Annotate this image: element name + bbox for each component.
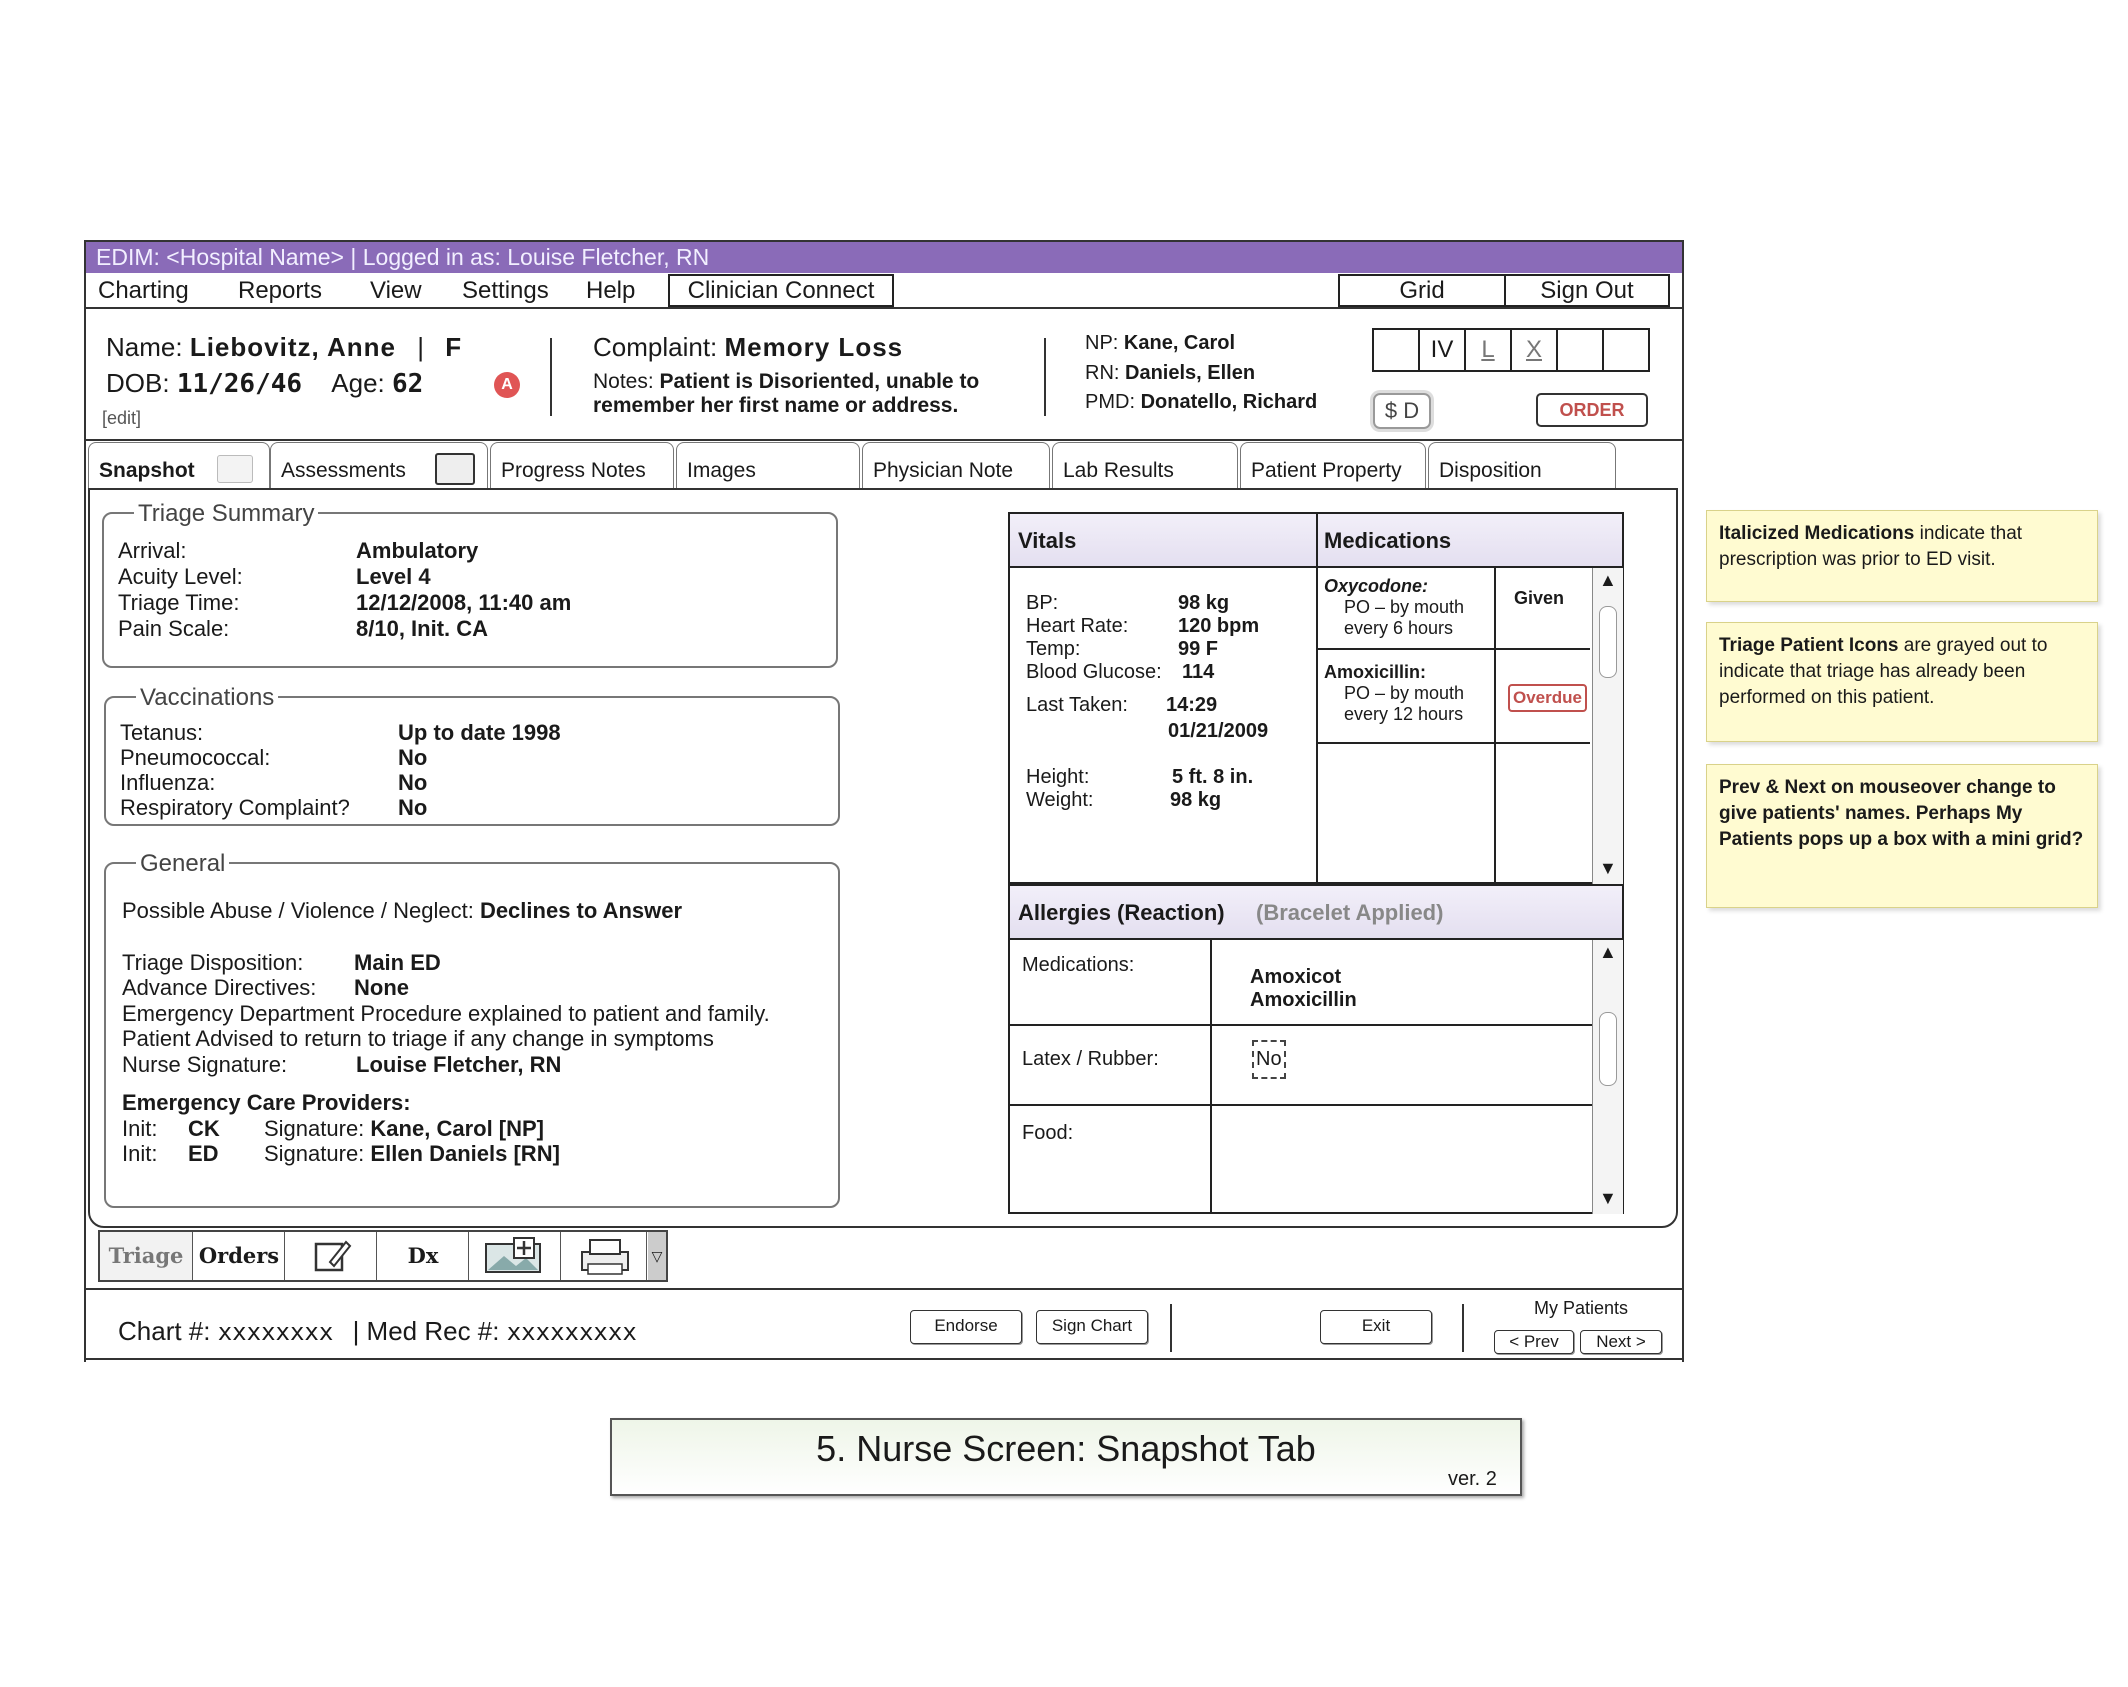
provider-init: CK [188,1116,220,1141]
chart-icon [217,455,253,483]
complaint-value: Memory Loss [724,332,904,362]
notes-line-2: remember her first name or address. [593,394,959,417]
window-left-border [84,1230,86,1362]
general-title: General [136,850,229,878]
grid-line [1316,514,1318,884]
allergies-grid [1008,884,1624,1214]
pain-scale-value: 8/10, Init. CA [356,616,489,641]
allergy-medications-label: Medications: [1022,954,1135,976]
provider-signature: Kane, Carol [NP] [370,1116,545,1141]
menu-settings[interactable]: Settings [462,277,549,304]
nurse-signature-value: Louise Fletcher, RN [356,1052,562,1077]
tab-lab-results-label: Lab Results [1063,459,1174,482]
prev-patient-button[interactable]: < Prev [1494,1330,1574,1354]
pneumococcal-label: Pneumococcal: [120,745,271,770]
pmd-row [1085,391,1317,414]
influenza-value: No [398,770,428,795]
general-panel [104,850,840,1208]
arrival-value: Ambulatory [356,538,479,563]
next-patient-button[interactable]: Next > [1580,1330,1662,1354]
edit-note-icon [286,1232,376,1280]
vitals-title: Vitals [1018,528,1077,553]
scroll-up-icon[interactable]: ▲ [1599,570,1617,590]
vitals-medications-grid [1008,512,1624,884]
dob-label: DOB: [106,368,170,398]
rn-row [1085,362,1255,385]
sign-chart-button[interactable]: Sign Chart [1036,1310,1148,1344]
rn-value: Daniels, Ellen [1125,362,1256,384]
tab-progress-notes[interactable] [490,442,674,488]
procedure-line: Emergency Department Procedure explained to patient and family. [122,1001,770,1026]
allergies-scrollbar[interactable] [1592,940,1623,1214]
respiratory-label: Respiratory Complaint? [120,795,350,820]
patient-dob-row [106,368,423,399]
order-button[interactable]: ORDER [1536,393,1648,427]
triage-time-label: Triage Time: [118,590,240,615]
tab-snapshot-label: Snapshot [99,459,195,482]
dx-button[interactable]: Dx [378,1232,469,1280]
allergy-value: Amoxicot [1250,966,1342,988]
age-label: Age: [331,368,385,398]
provider-signature-label: Signature: [264,1116,365,1141]
triage-icon-strip [1372,328,1650,372]
orders-button[interactable]: Orders [194,1232,285,1280]
tab-images-label: Images [687,459,756,482]
pneumococcal-value: No [398,745,428,770]
acuity-label: Acuity Level: [118,564,243,589]
pmd-label: PMD: [1085,391,1135,413]
triage-time-value: 12/12/2008, 11:40 am [356,590,572,615]
allergy-latex-label: Latex / Rubber: [1022,1048,1159,1070]
grid-line [1318,742,1590,744]
tab-lab-results[interactable] [1052,442,1238,488]
payment-icon[interactable]: $ D [1373,393,1431,429]
exit-button[interactable]: Exit [1320,1310,1432,1344]
bottom-toolbar [98,1230,668,1282]
tab-patient-property-label: Patient Property [1251,459,1402,482]
tetanus-label: Tetanus: [120,720,204,745]
add-image-button[interactable] [470,1232,561,1280]
advance-directives-label: Advance Directives: [122,975,317,1000]
medication-frequency: every 12 hours [1344,704,1464,724]
note-italicized-medications [1706,510,2098,602]
medication-route: PO – by mouth [1344,597,1465,617]
iv-icon[interactable]: IV [1430,336,1454,363]
np-label: NP: [1085,332,1119,354]
influenza-label: Influenza: [120,770,216,795]
provider-init-label: Init: [122,1141,158,1166]
grid-line [1010,1104,1592,1106]
glucose-value: 114 [1182,661,1215,683]
menu-reports[interactable]: Reports [238,277,323,304]
temp-value: 99 F [1178,638,1219,660]
endorse-button[interactable]: Endorse [910,1310,1022,1344]
clinician-connect-button[interactable]: Clinician Connect [668,274,894,307]
tab-images[interactable] [676,442,860,488]
complaint-label: Complaint: [593,332,718,362]
footer-divider [1170,1304,1172,1352]
allergy-alert-icon[interactable]: A [494,372,520,398]
scroll-down-icon[interactable]: ▼ [1599,1188,1617,1208]
last-taken-date: 01/21/2009 [1168,720,1269,742]
pmd-value: Donatello, Richard [1140,391,1318,413]
tab-snapshot[interactable] [88,442,270,488]
header-divider [550,338,552,416]
nurse-signature-label: Nurse Signature: [122,1052,288,1077]
weight-value: 98 kg [1170,789,1222,811]
tab-physician-note[interactable] [862,442,1050,488]
window-right-border [1682,1230,1684,1362]
notes-line-1: Patient is Disoriented, unable to [659,370,980,393]
title-bar: EDIM: <Hospital Name> | Logged in as: Louise Fletcher, RN [86,242,1682,273]
tab-assessments[interactable] [270,442,488,488]
tab-progress-notes-label: Progress Notes [501,459,646,482]
medrec-label: | Med Rec #: [352,1316,500,1346]
triage-summary-title: Triage Summary [134,500,318,528]
allergy-latex-value[interactable]: No [1252,1040,1286,1079]
heart-rate-value: 120 bpm [1178,615,1260,637]
grid-button[interactable]: Grid [1338,274,1506,307]
tab-assessments-label: Assessments [281,459,406,482]
tab-patient-property[interactable] [1240,442,1426,488]
acuity-value: Level 4 [356,564,431,589]
scroll-thumb[interactable] [1599,1012,1617,1086]
medication-frequency: every 6 hours [1344,618,1454,638]
weight-label: Weight: [1026,789,1094,811]
add-image-icon [470,1232,560,1280]
grid-line [1210,940,1212,1214]
vaccinations-title: Vaccinations [136,684,278,712]
last-taken-label: Last Taken: [1026,694,1128,716]
icon-divider [1556,330,1558,370]
allergy-food-label: Food: [1022,1122,1074,1144]
glucose-label: Blood Glucose: [1026,661,1162,683]
medication-status-overdue[interactable]: Overdue [1508,684,1587,712]
arrival-label: Arrival: [118,538,187,563]
bp-value: 98 kg [1178,592,1230,614]
provider-signature: Ellen Daniels [RN] [370,1141,560,1166]
tab-physician-note-label: Physician Note [873,459,1014,482]
providers-title: Emergency Care Providers: [122,1090,411,1115]
medication-status-given: Given [1514,588,1565,608]
scroll-thumb[interactable] [1599,606,1617,678]
medrec-number: xxxxxxxxx [506,1318,637,1346]
provider-init: ED [188,1141,219,1166]
name-label: Name: [106,332,183,362]
grid-line [1494,568,1496,884]
patient-name-row [106,332,461,363]
note-1-text: indicate that prescription was prior to ED visit. [1719,523,2023,570]
icon-divider [1602,330,1604,370]
respiratory-value: No [398,795,428,820]
patient-name: Liebovitz, Anne [189,332,396,362]
temp-label: Temp: [1026,638,1081,660]
height-value: 5 ft. 8 in. [1172,766,1254,788]
notes-label: Notes: [593,370,654,393]
chart-label: Chart #: [118,1316,211,1346]
bracelet-applied: (Bracelet Applied) [1256,900,1444,925]
note-triage-icons [1706,622,2098,742]
disposition-value: Main ED [354,950,441,975]
menu-charting[interactable]: Charting [98,277,189,304]
medications-scrollbar[interactable] [1592,568,1623,884]
pain-scale-label: Pain Scale: [118,616,230,641]
patient-age: 62 [392,369,424,399]
advised-line: Patient Advised to return to triage if any change in symptoms [122,1026,714,1051]
medication-name: Amoxicillin: [1324,662,1427,682]
note-2-text: are grayed out to indicate that triage has already been performed on this patient. [1719,635,2048,708]
provider-signature-label: Signature: [264,1141,365,1166]
sign-out-button[interactable]: Sign Out [1504,274,1670,307]
menu-view[interactable]: View [370,277,422,304]
edit-form-icon [435,453,475,485]
triage-button[interactable]: Triage [100,1232,193,1280]
last-taken-time: 14:29 [1166,694,1218,716]
disposition-label: Triage Disposition: [122,950,304,975]
footer-divider [1462,1304,1464,1352]
vaccinations-panel [104,684,840,826]
medication-name: Oxycodone: [1324,576,1429,596]
note-1-bold: Italicized Medications [1719,523,1915,544]
xray-icon[interactable]: X [1525,336,1542,363]
tab-disposition[interactable] [1428,442,1616,488]
patient-dob: 11/26/46 [176,369,303,399]
medication-route: PO – by mouth [1344,683,1465,703]
advance-directives-value: None [354,975,409,1000]
caption-version: ver. 2 [1448,1468,1497,1490]
complaint-row [593,332,903,363]
sex-separator: | [417,332,424,362]
tab-disposition-label: Disposition [1439,459,1542,482]
notes-row [593,370,979,394]
footer-top-border [84,1288,1684,1290]
grid-line [1010,938,1622,940]
caption-title: 5. Nurse Screen: Snapshot Tab [816,1428,1316,1469]
scroll-down-icon[interactable]: ▼ [1599,858,1617,878]
printer-icon [562,1232,646,1280]
patient-sex: F [445,332,462,362]
lab-icon[interactable]: L [1481,336,1495,363]
note-button[interactable] [286,1232,377,1280]
bp-label: BP: [1026,592,1059,614]
chart-number: xxxxxxxx [217,1318,334,1346]
header-bottom-border [84,439,1684,441]
np-row [1085,332,1235,355]
menu-help[interactable]: Help [586,277,636,304]
abuse-value: Declines to Answer [479,898,683,923]
my-patients-label[interactable]: My Patients [1534,1298,1629,1318]
caption-box [610,1418,1522,1496]
allergy-value: Amoxicillin [1250,989,1357,1011]
print-button[interactable] [562,1232,647,1280]
note-prev-next: Prev & Next on mouseover change to give patients' names. Perhaps My Patients pops up a box with a mini grid? [1706,764,2098,908]
header-divider-2 [1044,338,1046,416]
allergies-title: Allergies (Reaction) [1018,900,1225,925]
edit-link[interactable]: [edit] [102,408,142,428]
tetanus-value: Up to date 1998 [398,720,561,745]
grid-line [1010,1024,1592,1026]
note-2-bold: Triage Patient Icons [1719,635,1899,656]
np-value: Kane, Carol [1123,332,1236,354]
chart-number-row [118,1316,637,1347]
rn-label: RN: [1085,362,1120,384]
triage-summary-panel [102,500,838,668]
abuse-label: Possible Abuse / Violence / Neglect: [122,898,474,923]
medications-title: Medications [1324,528,1452,553]
scroll-up-icon[interactable]: ▲ [1599,942,1617,962]
grid-line [1318,648,1590,650]
toolbar-dropdown-icon[interactable]: ▽ [648,1232,666,1280]
provider-init-label: Init: [122,1116,158,1141]
menu-bar [86,273,1682,309]
heart-rate-label: Heart Rate: [1026,615,1129,637]
height-label: Height: [1026,766,1090,788]
